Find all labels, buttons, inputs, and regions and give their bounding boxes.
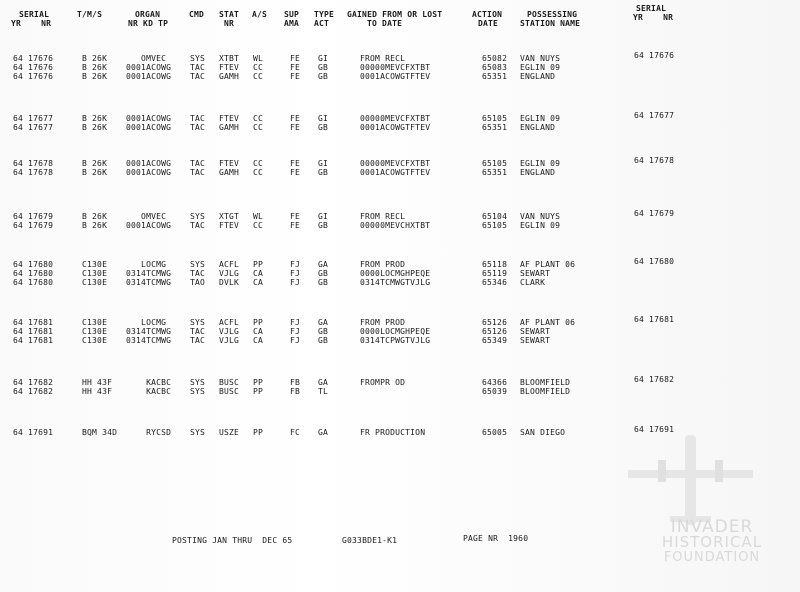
cell-stat: DVLK [219, 278, 240, 287]
cell-action-date: 65083 [482, 63, 508, 72]
cell-type: GA [318, 428, 329, 437]
cell-action-date: 65126 [482, 318, 508, 327]
header-stat: STAT [219, 10, 240, 19]
cell-type: GA [318, 260, 329, 269]
cell-sup: FE [290, 72, 301, 81]
cell-cmd: SYS [190, 318, 206, 327]
cell-tms: B 26K [82, 123, 108, 132]
header-ama: AMA [284, 19, 300, 28]
cell-serial: 64 17680 [13, 260, 54, 269]
cell-tms: B 26K [82, 72, 108, 81]
cell-organ: RYCSD [126, 428, 172, 437]
cell-organ: KACBC [126, 387, 172, 396]
cell-organ: LOCMG [126, 260, 167, 269]
cell-gained: FROMPR OD [360, 378, 406, 387]
cell-as: CC [253, 114, 264, 123]
cell-stat: BUSC [219, 378, 240, 387]
cell-stat: FTEV [219, 159, 240, 168]
cell-action-date: 65105 [482, 114, 508, 123]
cell-sup: FE [290, 221, 301, 230]
cell-station: EGLIN 09 [520, 63, 561, 72]
cell-type: GI [318, 212, 329, 221]
cell-serial: 64 17691 [13, 428, 54, 437]
header-gained: GAINED FROM OR LOST [347, 10, 443, 19]
cell-sup: FJ [290, 336, 301, 345]
cell-organ: LOCMG [126, 318, 167, 327]
cell-as: PP [253, 378, 264, 387]
cell-sup: FJ [290, 260, 301, 269]
cell-organ: 0001ACOWG [126, 168, 172, 177]
cell-tms: C130E [82, 260, 108, 269]
cell-stat: BUSC [219, 387, 240, 396]
cell-station: SEWART [520, 269, 551, 278]
cell-action-date: 65119 [482, 269, 508, 278]
cell-type: GI [318, 114, 329, 123]
cell-as: CA [253, 327, 264, 336]
cell-type: GB [318, 168, 329, 177]
cell-organ: 0001ACOWG [126, 123, 172, 132]
cell-as: PP [253, 428, 264, 437]
header-serial: SERIAL [19, 10, 50, 19]
cell-cmd: TAC [190, 221, 206, 230]
cell-station: BLOOMFIELD [520, 387, 571, 396]
cell-type: GB [318, 72, 329, 81]
cell-action-date: 65126 [482, 327, 508, 336]
cell-station: BLOOMFIELD [520, 378, 571, 387]
footer-posting: POSTING JAN THRU DEC 65 [172, 536, 293, 545]
cell-gained: FROM RECL [360, 212, 406, 221]
cell-stat: VJLG [219, 327, 240, 336]
cell-action-date: 65105 [482, 221, 508, 230]
cell-sup: FJ [290, 318, 301, 327]
cell-type: GI [318, 54, 329, 63]
cell-gained: 00000MEVCFXTBT [360, 114, 431, 123]
footer-page-nr: PAGE NR 1960 [463, 534, 529, 543]
cell-serial: 64 17681 [13, 318, 54, 327]
cell-organ: 0001ACOWG [126, 63, 172, 72]
cell-type: GB [318, 336, 329, 345]
cell-tms: B 26K [82, 221, 108, 230]
cell-stat: GAMH [219, 123, 240, 132]
cell-action-date: 65351 [482, 72, 508, 81]
cell-type: GA [318, 378, 329, 387]
cell-organ: 0001ACOWG [126, 159, 172, 168]
cell-stat: FTEV [219, 114, 240, 123]
cell-station: ENGLAND [520, 123, 556, 132]
cell-cmd: SYS [190, 54, 206, 63]
cell-cmd: TAC [190, 159, 206, 168]
cell-as: PP [253, 387, 264, 396]
cell-as: CA [253, 269, 264, 278]
header-possessing: POSSESSING [527, 10, 578, 19]
cell-station: EGLIN 09 [520, 114, 561, 123]
cell-cmd: SYS [190, 260, 206, 269]
cell-gained: 0314TCPWGTVJLG [360, 336, 431, 345]
cell-serial: 64 17678 [13, 168, 54, 177]
cell-organ: 0314TCMWG [126, 327, 172, 336]
cell-sup: FE [290, 168, 301, 177]
header-type: TYPE [314, 10, 335, 19]
cell-serial: 64 17681 [13, 336, 54, 345]
cell-sup: FE [290, 54, 301, 63]
cell-type: GB [318, 221, 329, 230]
header-yr-nr-right: YR NR [633, 13, 674, 22]
cell-tms: B 26K [82, 168, 108, 177]
header-action: ACTION [472, 10, 503, 19]
cell-serial: 64 17677 [13, 114, 54, 123]
cell-organ: 0001ACOWG [126, 72, 172, 81]
cell-cmd: TAO [190, 278, 206, 287]
cell-tms: C130E [82, 327, 108, 336]
watermark-text [617, 517, 800, 565]
cell-action-date: 65351 [482, 168, 508, 177]
cell-sup: FE [290, 63, 301, 72]
cell-as: CC [253, 123, 264, 132]
header-organ: ORGAN [135, 10, 161, 19]
cell-action-date: 65351 [482, 123, 508, 132]
group-serial-right: 64 17678 [634, 156, 675, 165]
plane-watermark-icon [628, 430, 753, 530]
header-nr-kd-tp: NR KD TP [128, 19, 169, 28]
cell-gained: 0000LOCMGHPEQE [360, 269, 431, 278]
cell-station: CLARK [520, 278, 546, 287]
header-yr-nr: YR NR [11, 19, 52, 28]
cell-station: ENGLAND [520, 72, 556, 81]
cell-serial: 64 17680 [13, 278, 54, 287]
cell-organ: 0314TCMWG [126, 336, 172, 345]
cell-station: SAN DIEGO [520, 428, 566, 437]
cell-organ: 0314TCMWG [126, 269, 172, 278]
cell-tms: B 26K [82, 63, 108, 72]
cell-tms: B 26K [82, 159, 108, 168]
cell-stat: ACFL [219, 260, 240, 269]
cell-gained: 0001ACOWGTFTEV [360, 168, 431, 177]
cell-sup: FE [290, 123, 301, 132]
cell-gained: 0001ACOWGTFTEV [360, 123, 431, 132]
cell-organ: OMVEC [126, 54, 167, 63]
cell-as: CC [253, 168, 264, 177]
cell-cmd: SYS [190, 387, 206, 396]
footer-report-id: G033BDE1-K1 [342, 536, 398, 545]
cell-cmd: TAC [190, 63, 206, 72]
cell-serial: 64 17680 [13, 269, 54, 278]
cell-action-date: 65346 [482, 278, 508, 287]
cell-stat: GAMH [219, 168, 240, 177]
cell-action-date: 65082 [482, 54, 508, 63]
cell-tms: HH 43F [82, 387, 113, 396]
cell-stat: USZE [219, 428, 240, 437]
cell-cmd: TAC [190, 336, 206, 345]
cell-cmd: TAC [190, 72, 206, 81]
cell-sup: FJ [290, 278, 301, 287]
cell-as: PP [253, 260, 264, 269]
cell-station: SEWART [520, 336, 551, 345]
cell-action-date: 65039 [482, 387, 508, 396]
cell-gained: 0000LOCMGHPEQE [360, 327, 431, 336]
cell-action-date: 65104 [482, 212, 508, 221]
cell-action-date: 65349 [482, 336, 508, 345]
cell-as: CC [253, 63, 264, 72]
cell-cmd: SYS [190, 212, 206, 221]
group-serial-right: 64 17691 [634, 425, 675, 434]
cell-serial: 64 17676 [13, 63, 54, 72]
cell-station: SEWART [520, 327, 551, 336]
group-serial-right: 64 17682 [634, 375, 675, 384]
cell-serial: 64 17678 [13, 159, 54, 168]
cell-stat: GAMH [219, 72, 240, 81]
cell-cmd: TAC [190, 269, 206, 278]
cell-gained: FROM PROD [360, 260, 406, 269]
cell-type: GB [318, 63, 329, 72]
cell-as: CA [253, 278, 264, 287]
watermark-line-2: HISTORICAL [661, 533, 763, 551]
cell-tms: BQM 34D [82, 428, 118, 437]
cell-cmd: TAC [190, 123, 206, 132]
header-act: ACT [314, 19, 330, 28]
cell-cmd: TAC [190, 114, 206, 123]
cell-action-date: 65105 [482, 159, 508, 168]
cell-tms: B 26K [82, 114, 108, 123]
cell-type: GB [318, 123, 329, 132]
cell-type: GA [318, 318, 329, 327]
cell-serial: 64 17679 [13, 212, 54, 221]
cell-gained: FROM RECL [360, 54, 406, 63]
cell-sup: FJ [290, 327, 301, 336]
cell-as: CC [253, 159, 264, 168]
header-to-date: TO DATE [367, 19, 403, 28]
group-serial-right: 64 17679 [634, 209, 675, 218]
cell-serial: 64 17677 [13, 123, 54, 132]
cell-stat: XTGT [219, 212, 240, 221]
cell-cmd: TAC [190, 168, 206, 177]
cell-station: EGLIN 09 [520, 159, 561, 168]
cell-stat: ACFL [219, 318, 240, 327]
cell-serial: 64 17681 [13, 327, 54, 336]
group-serial-right: 64 17677 [634, 111, 675, 120]
cell-cmd: SYS [190, 428, 206, 437]
header-serial-right: SERIAL [636, 4, 667, 13]
watermark-line-3: FOUNDATION [663, 550, 761, 565]
cell-gained: 00000MEVCFXTBT [360, 63, 431, 72]
cell-stat: VJLG [219, 336, 240, 345]
cell-as: PP [253, 318, 264, 327]
cell-station: AF PLANT 06 [520, 260, 576, 269]
cell-organ: 0001ACOWG [126, 221, 172, 230]
cell-sup: FB [290, 378, 301, 387]
cell-stat: VJLG [219, 269, 240, 278]
cell-sup: FJ [290, 269, 301, 278]
header-as: A/S [252, 10, 268, 19]
cell-tms: C130E [82, 336, 108, 345]
cell-sup: FE [290, 114, 301, 123]
cell-organ: KACBC [126, 378, 172, 387]
cell-cmd: SYS [190, 378, 206, 387]
cell-type: GB [318, 269, 329, 278]
cell-serial: 64 17682 [13, 378, 54, 387]
cell-gained: FR PRODUCTION [360, 428, 426, 437]
header-tms: T/M/S [77, 10, 103, 19]
cell-station: AF PLANT 06 [520, 318, 576, 327]
cell-cmd: TAC [190, 327, 206, 336]
cell-type: GI [318, 159, 329, 168]
cell-gained: 00000MEVCHXTBT [360, 221, 431, 230]
cell-type: GB [318, 327, 329, 336]
cell-gained: FROM PROD [360, 318, 406, 327]
cell-tms: B 26K [82, 212, 108, 221]
cell-gained: 0314TCMWGTVJLG [360, 278, 431, 287]
cell-sup: FC [290, 428, 301, 437]
cell-serial: 64 17676 [13, 72, 54, 81]
group-serial-right: 64 17680 [634, 257, 675, 266]
cell-as: CC [253, 221, 264, 230]
cell-serial: 64 17676 [13, 54, 54, 63]
header-date: DATE [478, 19, 499, 28]
cell-station: VAN NUYS [520, 54, 561, 63]
cell-organ: 0001ACOWG [126, 114, 172, 123]
cell-type: TL [318, 387, 329, 396]
cell-as: CA [253, 336, 264, 345]
cell-station: EGLIN 09 [520, 221, 561, 230]
cell-stat: FTEV [219, 221, 240, 230]
cell-type: GB [318, 278, 329, 287]
cell-gained: 00000MEVCFXTBT [360, 159, 431, 168]
cell-as: CC [253, 72, 264, 81]
cell-sup: FE [290, 212, 301, 221]
cell-action-date: 64366 [482, 378, 508, 387]
header-stat-nr: NR [224, 19, 235, 28]
cell-tms: B 26K [82, 54, 108, 63]
cell-tms: HH 43F [82, 378, 113, 387]
cell-sup: FB [290, 387, 301, 396]
cell-gained: 0001ACOWGTFTEV [360, 72, 431, 81]
cell-action-date: 65118 [482, 260, 508, 269]
cell-station: ENGLAND [520, 168, 556, 177]
cell-stat: FTEV [219, 63, 240, 72]
cell-organ: OMVEC [126, 212, 167, 221]
cell-as: WL [253, 212, 264, 221]
cell-stat: XTBT [219, 54, 240, 63]
cell-tms: C130E [82, 269, 108, 278]
cell-tms: C130E [82, 278, 108, 287]
group-serial-right: 64 17676 [634, 51, 675, 60]
cell-as: WL [253, 54, 264, 63]
header-station-name: STATION NAME [520, 19, 581, 28]
cell-organ: 0314TCMWG [126, 278, 172, 287]
cell-serial: 64 17682 [13, 387, 54, 396]
group-serial-right: 64 17681 [634, 315, 675, 324]
cell-serial: 64 17679 [13, 221, 54, 230]
cell-sup: FE [290, 159, 301, 168]
cell-tms: C130E [82, 318, 108, 327]
cell-action-date: 65005 [482, 428, 508, 437]
cell-station: VAN NUYS [520, 212, 561, 221]
watermark-line-1: INVADER [670, 517, 754, 537]
header-sup: SUP [284, 10, 300, 19]
header-cmd: CMD [189, 10, 205, 19]
